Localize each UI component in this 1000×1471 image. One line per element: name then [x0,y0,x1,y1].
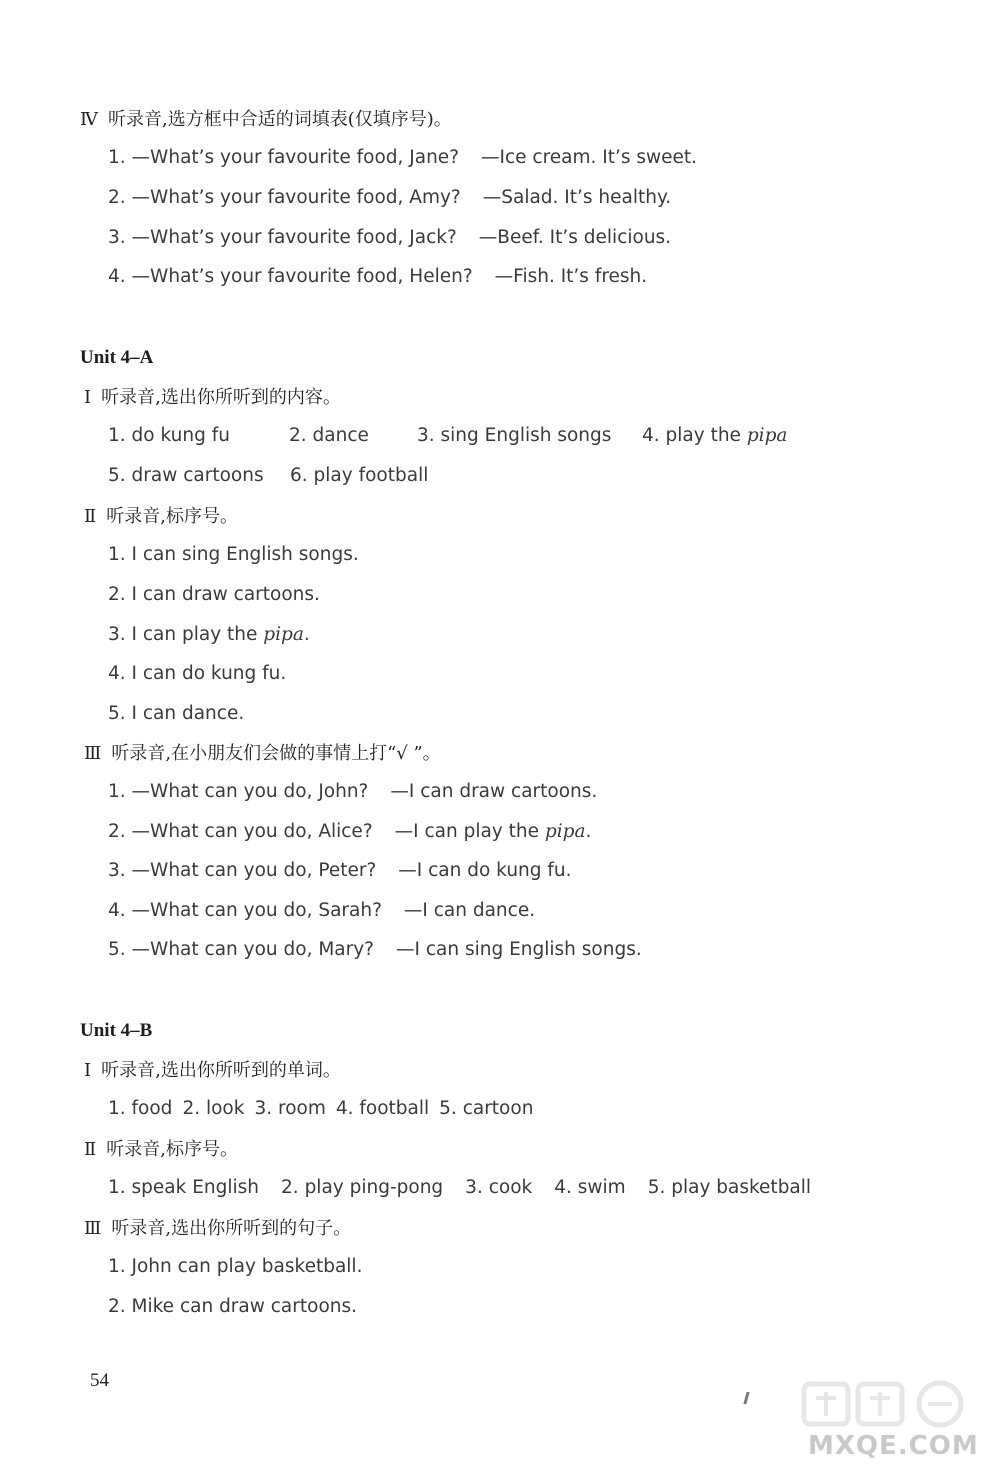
word-item: 2. look [182,1098,245,1119]
section-3-heading [84,744,441,763]
sentence-item: 1. John can play basketball. [108,1256,363,1277]
unit-title: Unit 4–A [80,347,154,368]
word-item: 1. food [108,1098,173,1119]
dialog-line [108,149,697,168]
word-item: 4. football [335,1098,430,1119]
dialog-question: 1. —What can you do, John? [108,781,369,802]
instruction-text: 听录音,标序号。 [106,506,238,527]
instruction-text: 听录音,选出你所听到的句子。 [111,1218,352,1239]
sentence-text: . [303,624,310,645]
dialog-question: —What’s your favourite food, Helen? [131,266,473,287]
dialog-answer: —I can draw cartoons. [390,781,598,802]
section-2-heading [84,507,238,526]
item-number: 2. [108,187,126,208]
option-item [642,427,787,446]
dialog-answer: . [585,821,592,842]
dialog-line [108,941,642,960]
dialog-answer: —I can play the [394,821,545,842]
dialog-answer: —Fish. It’s fresh. [494,266,648,287]
roman-numeral: Ⅳ [80,109,98,129]
dialog-question: —What’s your favourite food, Amy? [131,187,461,208]
dialog-line [108,268,647,287]
dialog-answer: —Ice cream. It’s sweet. [481,147,698,168]
dialog-answer: —Salad. It’s healthy. [482,187,672,208]
instruction-text: 听录音,标序号。 [106,1139,238,1160]
item-number: 1. [108,147,126,168]
word-item: 3. room [254,1098,326,1119]
section-1-heading [84,1061,341,1080]
italic-word: pipa [746,425,788,446]
roman-numeral: Ⅰ [84,387,92,407]
dialog-line [108,783,597,802]
dialog-line [108,229,671,248]
dialog-line [108,902,535,921]
option-list [108,1179,811,1198]
dialog-answer: —Beef. It’s delicious. [478,227,672,248]
option-item: 2. play ping-pong [281,1177,444,1198]
instruction-text: 听录音,在小朋友们会做的事情上打“√ ”。 [111,743,441,764]
roman-numeral: Ⅲ [84,743,102,763]
roman-numeral: Ⅱ [84,506,97,526]
option-text: 4. play the [642,425,747,446]
dialog-answer: —I can sing English songs. [396,939,642,960]
sentence-item: 2. I can draw cartoons. [108,584,320,605]
italic-word: pipa [263,624,304,645]
dialog-question: 5. —What can you do, Mary? [108,939,375,960]
unit-title: Unit 4–B [80,1020,153,1041]
sentence-text: 3. I can play the [108,624,264,645]
instruction-text: 听录音,选出你所听到的内容。 [101,387,341,408]
dialog-line [108,823,591,842]
item-number: 4. [108,266,126,287]
roman-numeral: Ⅱ [84,1139,97,1159]
section-4-heading [80,110,452,129]
section-3-heading [84,1219,351,1238]
sentence-item: 5. I can dance. [108,703,245,724]
sentence-item [108,626,310,645]
watermark-logo-icon [800,1378,990,1430]
option-item: 5. play basketball [647,1177,812,1198]
option-item: 3. cook [465,1177,533,1198]
word-list [108,1100,533,1119]
dialog-line [108,189,671,208]
sentence-item: 1. I can sing English songs. [108,544,359,565]
italic-word: pipa [544,821,586,842]
word-item: 5. cartoon [439,1098,534,1119]
dialog-question: 3. —What can you do, Peter? [108,860,377,881]
instruction-text: 听录音,选出你所听到的单词。 [101,1060,341,1081]
option-item: 2. dance [289,425,369,446]
option-item: 4. swim [554,1177,626,1198]
section-1-heading [84,388,341,407]
sentence-item: 4. I can do kung fu. [108,663,287,684]
sentence-item: 2. Mike can draw cartoons. [108,1296,358,1317]
dialog-question: 2. —What can you do, Alice? [108,821,373,842]
option-item: 3. sing English songs [417,425,612,446]
item-number: 3. [108,227,126,248]
roman-numeral: Ⅲ [84,1218,102,1238]
section-2-heading [84,1140,238,1159]
dialog-question: 4. —What can you do, Sarah? [108,900,382,921]
option-item: 6. play football [290,465,429,486]
dialog-line [108,862,572,881]
page-number: 54 [90,1370,109,1391]
option-item: 1. do kung fu [108,425,230,446]
watermark-text: MXQE.COM [808,1431,979,1461]
ink-speck [743,1392,749,1404]
option-item: 1. speak English [108,1177,260,1198]
option-item: 5. draw cartoons [108,465,264,486]
dialog-answer: —I can dance. [403,900,536,921]
instruction-text: 听录音,选方框中合适的词填表(仅填序号)。 [107,109,452,130]
roman-numeral: Ⅰ [84,1060,92,1080]
dialog-answer: —I can do kung fu. [398,860,572,881]
dialog-question: —What’s your favourite food, Jack? [131,227,457,248]
dialog-question: —What’s your favourite food, Jane? [131,147,460,168]
